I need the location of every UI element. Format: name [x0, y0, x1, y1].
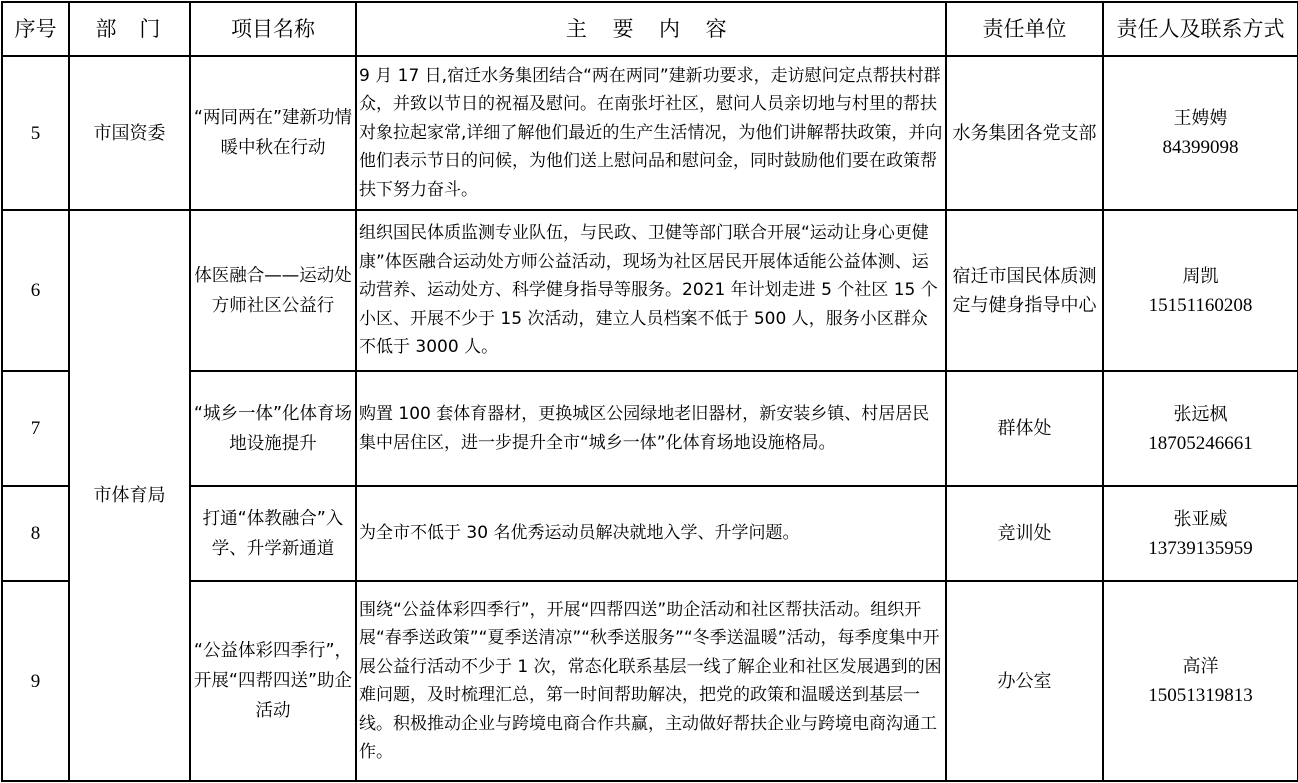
- row-contact: [1103, 581, 1298, 781]
- row-content: 组织国民体质监测专业队伍，与民政、卫健等部门联合开展“运动让身心更健康”体医融合运动处方师公益活动，现场为社区居民开展体适能公益体测、运动营养、运动处方、科学健身指导等服务。2021 年计划走进 5 个社区 15 个小区、开展不少于 15 次活动，建立人员档案不低于 500 人，服务小区群众不低于 3000 人。: [356, 210, 946, 371]
- table-row: [2, 371, 1298, 486]
- contact-phone: 13739135959: [1148, 537, 1253, 559]
- table-row: [2, 581, 1298, 781]
- row-contact: [1103, 371, 1298, 486]
- contact-phone: 18705246661: [1148, 432, 1253, 454]
- row-unit: 宿迁市国民体质测定与健身指导中心: [946, 210, 1103, 371]
- row-project: 体医融合——运动处方师社区公益行: [190, 210, 356, 371]
- header-dept: 部 门: [69, 2, 190, 56]
- header-project: 项目名称: [190, 2, 356, 56]
- row-unit: 群体处: [946, 371, 1103, 486]
- row-no: 9: [2, 581, 69, 781]
- table-row: [2, 486, 1298, 581]
- contact-person: 张亚威: [1173, 508, 1228, 530]
- row-project: 打通“体教融合”入学、升学新通道: [190, 486, 356, 581]
- row-no: 8: [2, 486, 69, 581]
- contact-person: 周凯: [1182, 265, 1219, 287]
- row-contact: [1103, 210, 1298, 371]
- table-row: [2, 56, 1298, 210]
- row-unit: 竞训处: [946, 486, 1103, 581]
- row-content: 围绕“公益体彩四季行”，开展“四帮四送”助企活动和社区帮扶活动。组织开展“春季送政策”“夏季送清凉”“秋季送服务”“冬季送温暖”活动，每季度集中开展公益行活动不少于 1 次，常态化联系基层一线了解企业和社区发展遇到的困难问题，及时梳理汇总，第一时间帮助解决，把党的政策和温暖送到基层一线。积极推动企业与跨境电商合作共赢，主动做好帮扶企业与跨境电商沟通工作。: [356, 581, 946, 781]
- row-content: 为全市不低于 30 名优秀运动员解决就地入学、升学问题。: [356, 486, 946, 581]
- table-row: [2, 210, 1298, 371]
- row-dept: 市体育局: [69, 210, 190, 781]
- row-contact: [1103, 56, 1298, 210]
- contact-phone: 84399098: [1162, 137, 1239, 158]
- header-content: 主 要 内 容: [356, 2, 946, 56]
- row-content: 购置 100 套体育器材，更换城区公园绿地老旧器材，新安装乡镇、村居居民集中居住区，进一步提升全市“城乡一体”化体育场地设施格局。: [356, 371, 946, 486]
- row-unit: 水务集团各党支部: [946, 56, 1103, 210]
- row-contact: [1103, 486, 1298, 581]
- row-no: 7: [2, 371, 69, 486]
- row-no: 5: [2, 56, 69, 210]
- row-unit: 办公室: [946, 581, 1103, 781]
- header-no: 序号: [2, 2, 69, 56]
- row-content: 9 月 17 日,宿迁水务集团结合“两在两同”建新功要求，走访慰问定点帮扶村群众，并致以节日的祝福及慰问。在南张圩社区，慰问人员亲切地与村里的帮扶对象拉起家常,详细了解他们最近的生产生活情况，为他们讲解帮扶政策，并向他们表示节日的问候，为他们送上慰问品和慰问金，同时鼓励他们要在政策帮扶下努力奋斗。: [356, 56, 946, 210]
- row-project: “公益体彩四季行”，开展“四帮四送”助企活动: [190, 581, 356, 781]
- contact-phone: 15151160208: [1148, 294, 1253, 316]
- header-contact: 责任人及联系方式: [1103, 2, 1298, 56]
- header-unit: 责任单位: [946, 2, 1103, 56]
- row-dept: 市国资委: [69, 56, 190, 210]
- row-no: 6: [2, 210, 69, 371]
- project-table: [1, 1, 1298, 782]
- contact-phone: 15051319813: [1148, 685, 1253, 706]
- contact-person: 高洋: [1182, 656, 1219, 677]
- header-row: [2, 2, 1298, 56]
- row-project: “两同两在”建新功情暖中秋在行动: [190, 56, 356, 210]
- row-project: “城乡一体”化体育场地设施提升: [190, 371, 356, 486]
- contact-person: 张远枫: [1173, 403, 1228, 425]
- contact-person: 王娉娉: [1173, 108, 1228, 129]
